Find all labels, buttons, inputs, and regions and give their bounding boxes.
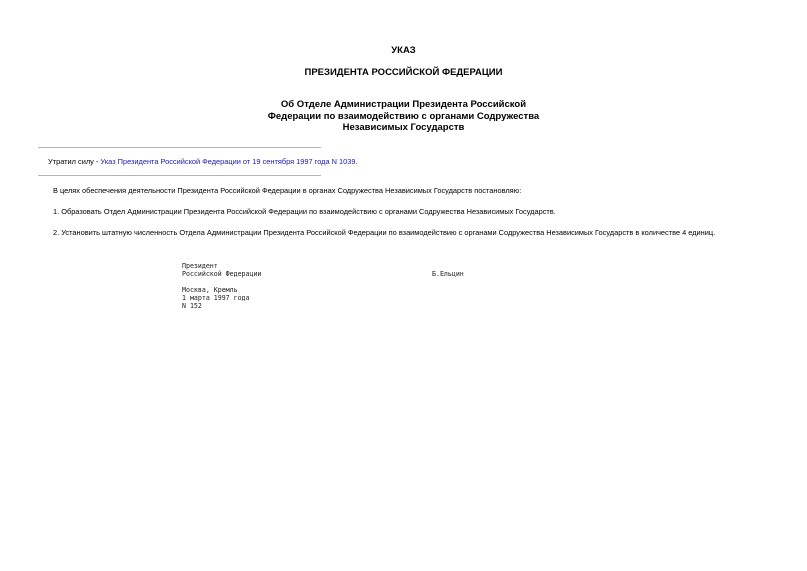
title-line: Независимых Государств [342, 122, 465, 133]
signing-date: 1 марта 1997 года [182, 294, 250, 302]
signer-name: Б.Ельцин [432, 270, 464, 278]
preamble-paragraph: В целях обеспечения деятельности Президента Российской Федерации в органах Содружества Независимых Государств постановляю: [53, 186, 522, 195]
decree-number: N 152 [182, 302, 202, 310]
title-line: Об Отделе Администрации Президента Российской [280, 99, 527, 110]
status-suffix: . [355, 157, 358, 166]
document-type-heading: УКАЗ [391, 45, 416, 56]
status-prefix: Утратил силу - [48, 157, 101, 166]
clause-2-paragraph: 2. Установить штатную численность Отдела Администрации Президента Российской Федерации по взаимодействию с органами Содружества Независимых Государств в количестве 4 единиц. [53, 228, 716, 237]
signer-position-line1: Президент [182, 262, 218, 270]
divider-top [38, 147, 321, 148]
issuer-heading: ПРЕЗИДЕНТА РОССИЙСКОЙ ФЕДЕРАЦИИ [304, 67, 503, 78]
signing-place: Москва, Кремль [182, 286, 238, 294]
signer-position-line2: Российской Федерации [182, 270, 262, 278]
status-note [48, 157, 358, 167]
title-line: Федерации по взаимодействию с органами Содружества [267, 110, 540, 122]
clause-1-paragraph: 1. Образовать Отдел Администрации Президента Российской Федерации по взаимодействию с органами Содружества Независимых Государств. [53, 207, 556, 216]
document-title [0, 99, 807, 134]
divider-bottom [38, 175, 321, 176]
repealing-decree-link[interactable]: Указ Президента Российской Федерации от 19 сентября 1997 года N 1039 [100, 157, 356, 166]
